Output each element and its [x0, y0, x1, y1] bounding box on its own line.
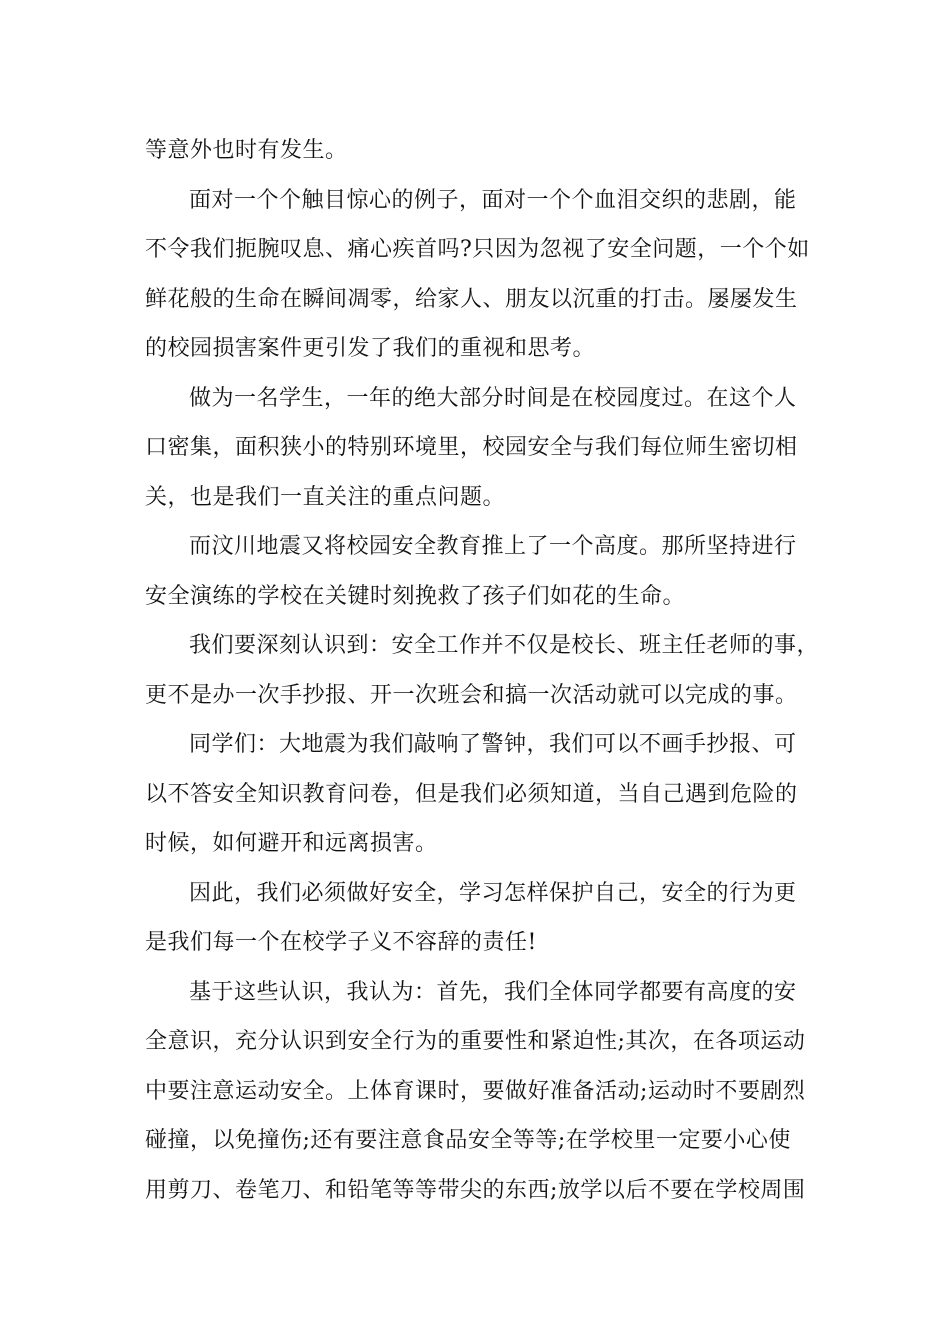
- paragraph-start-line: 同学们：大地震为我们敲响了警钟，我们可以不画手抄报、可: [189, 732, 797, 757]
- text-line: 是我们每一个在校学子义不容辞的责任!: [145, 930, 537, 955]
- paragraph-start-line: 基于这些认识，我认为：首先，我们全体同学都要有高度的安: [189, 979, 797, 1005]
- text-line: 时候，如何避开和远离损害。: [145, 831, 438, 856]
- text-line: 用剪刀、卷笔刀、和铅笔等等带尖的东西;放学以后不要在学校周围: [145, 1177, 806, 1203]
- text-line: 更不是办一次手抄报、开一次班会和搞一次活动就可以完成的事。: [145, 682, 798, 708]
- body-text: [145, 126, 820, 1215]
- text-line: 中要注意运动安全。上体育课时，要做好准备活动;运动时不要剧烈: [145, 1078, 806, 1104]
- paragraph-start-line: 做为一名学生，一年的绝大部分时间是在校园度过。在这个人: [189, 385, 797, 411]
- text-line: 口密集，面积狭小的特别环境里，校园安全与我们每位师生密切相: [145, 435, 798, 460]
- text-line: 鲜花般的生命在瞬间凋零，给家人、朋友以沉重的打击。屡屡发生: [145, 286, 798, 312]
- paragraph-start-line: 我们要深刻认识到：安全工作并不仅是校长、班主任老师的事，: [189, 633, 820, 658]
- text-line: 全意识，充分认识到安全行为的重要性和紧迫性;其次，在各项运动: [145, 1029, 806, 1054]
- text-line: 的校园损害案件更引发了我们的重视和思考。: [145, 336, 596, 361]
- paragraph-start-line: 因此，我们必须做好安全，学习怎样保护自己，安全的行为更: [189, 880, 797, 906]
- text-line: 以不答安全知识教育问卷，但是我们必须知道，当自己遇到危险的: [145, 781, 798, 807]
- text-line: 关，也是我们一直关注的重点问题。: [145, 484, 506, 510]
- text-line: 安全演练的学校在关键时刻挽救了孩子们如花的生命。: [145, 583, 686, 609]
- text-line: 碰撞，以免撞伤;还有要注意食品安全等等;在学校里一定要小心使: [145, 1128, 791, 1153]
- text-line: 等意外也时有发生。: [145, 138, 348, 163]
- paragraph-start-line: 而汶川地震又将校园安全教育推上了一个高度。那所坚持进行: [189, 534, 797, 559]
- text-line: 不令我们扼腕叹息、痛心疾首吗?只因为忽视了安全问题，一个个如: [145, 237, 810, 262]
- paragraph-start-line: 面对一个个触目惊心的例子，面对一个个血泪交织的悲剧，能: [189, 187, 797, 213]
